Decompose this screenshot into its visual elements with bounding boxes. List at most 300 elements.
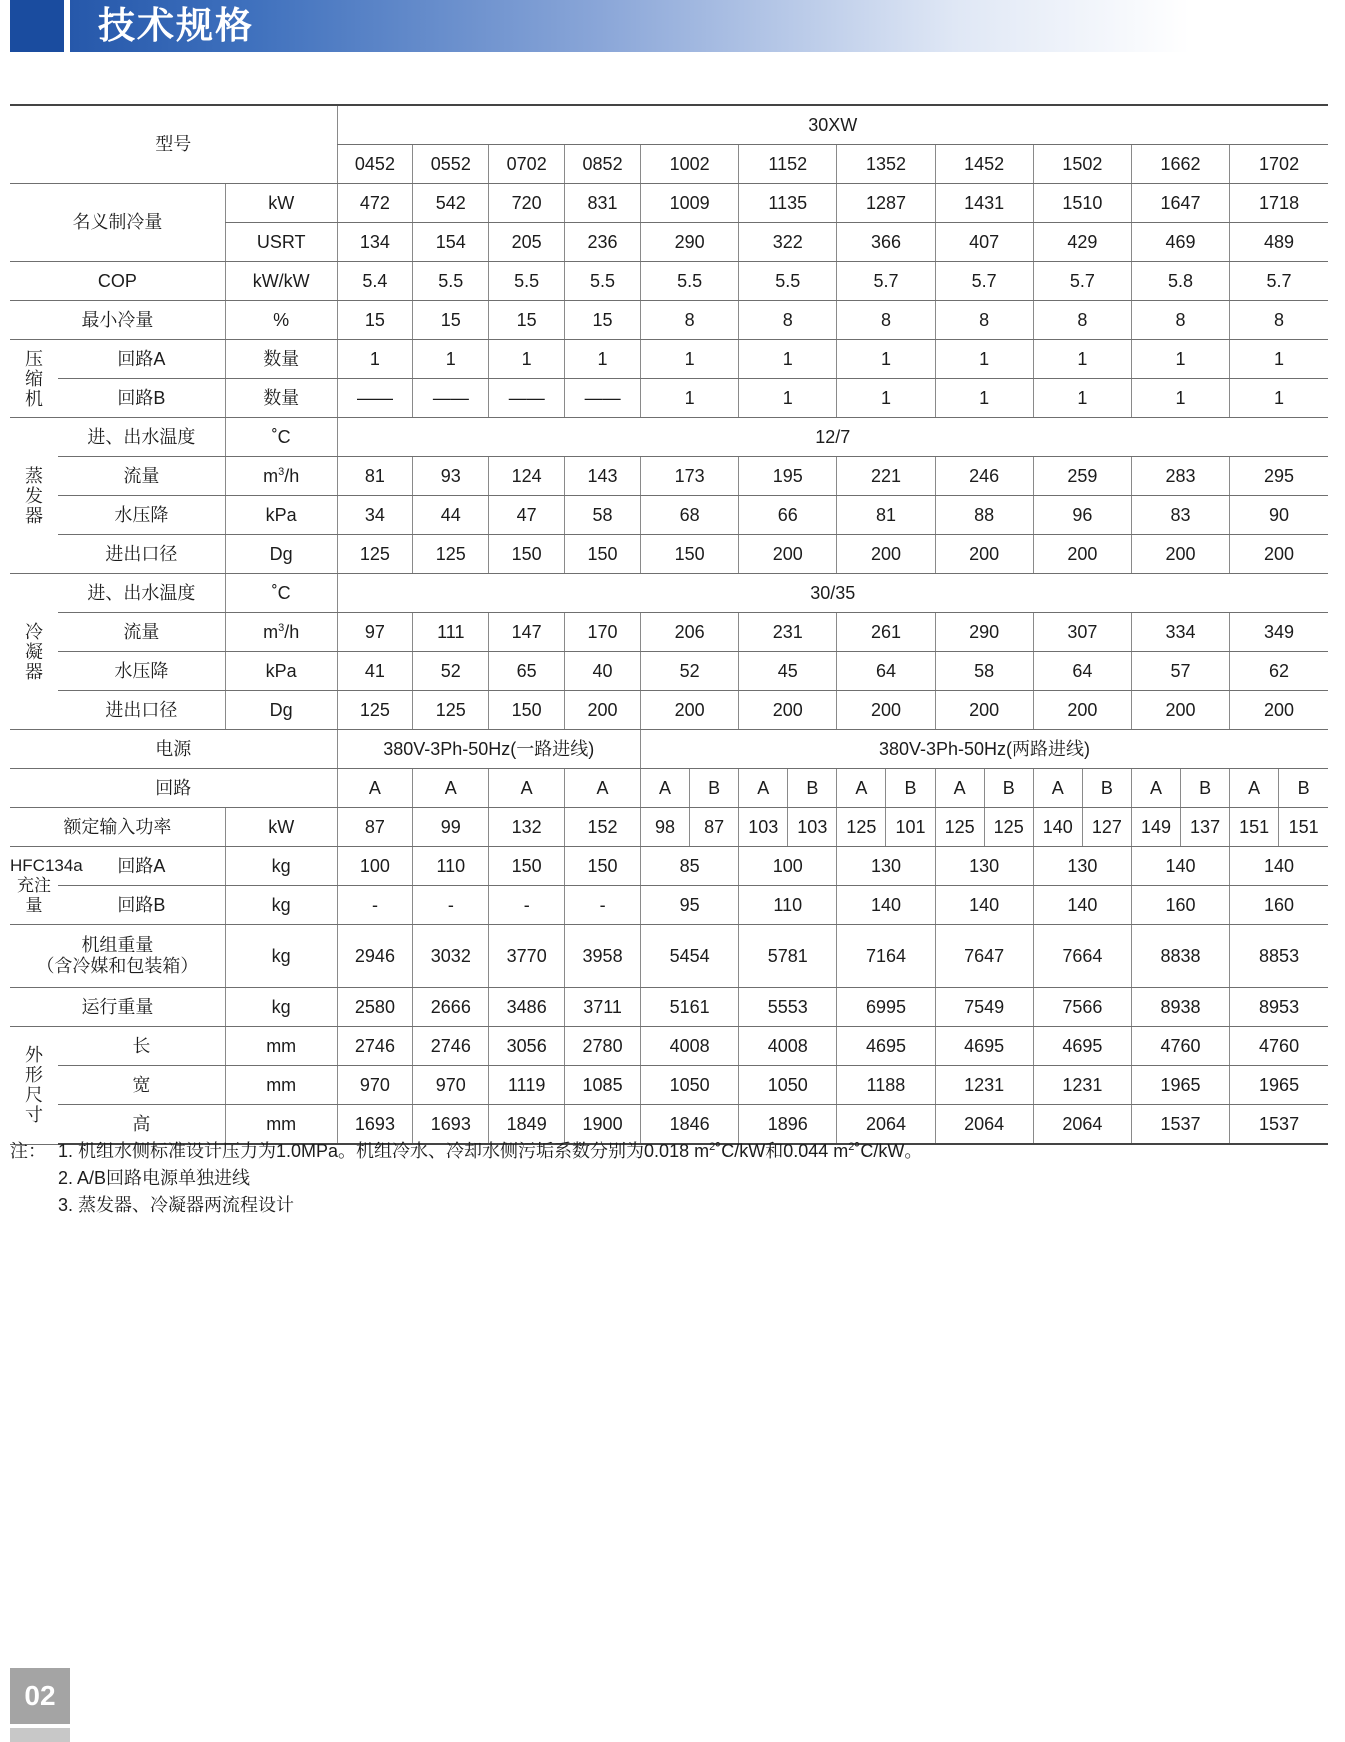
value-cell: 1	[337, 340, 413, 379]
unit-cell: USRT	[225, 223, 337, 262]
note-label	[10, 1165, 58, 1192]
circuit-cell: B	[788, 769, 837, 808]
value-cell: 236	[565, 223, 641, 262]
label-diameter: 进出口径	[58, 535, 225, 574]
label-unit-weight: 机组重量 （含冷媒和包装箱）	[10, 925, 225, 988]
value-cell: 1	[641, 340, 739, 379]
unit-cell: ˚C	[225, 418, 337, 457]
value-cell: 111	[413, 613, 489, 652]
unit-cell: mm	[225, 1066, 337, 1105]
label-dimensions: 外 形 尺 寸	[10, 1027, 58, 1145]
value-cell: 195	[739, 457, 837, 496]
value-cell: 1537	[1131, 1105, 1229, 1145]
value-cell: 1	[565, 340, 641, 379]
value-cell: 2064	[935, 1105, 1033, 1145]
value-cell: 1900	[565, 1105, 641, 1145]
value-cell: 5553	[739, 988, 837, 1027]
value-cell: 200	[935, 535, 1033, 574]
value-cell: 8	[641, 301, 739, 340]
value-cell: 65	[489, 652, 565, 691]
value-cell: ——	[565, 379, 641, 418]
value-span: 380V-3Ph-50Hz(两路进线)	[641, 730, 1329, 769]
table-row-evaporator-pressure-drop	[10, 496, 1328, 535]
value-cell: 1	[1230, 340, 1328, 379]
table-row-charge-a	[10, 847, 1328, 886]
circuit-cell: B	[984, 769, 1033, 808]
circuit-cell: A	[739, 769, 788, 808]
table-row-condenser-diameter	[10, 691, 1328, 730]
table-row-length	[10, 1027, 1328, 1066]
value-cell: 64	[837, 652, 935, 691]
unit-cell: kPa	[225, 652, 337, 691]
value-cell: 45	[739, 652, 837, 691]
value-cell: 1231	[935, 1066, 1033, 1105]
value-cell: 134	[337, 223, 413, 262]
value-cell: 2946	[337, 925, 413, 988]
value-cell: 2666	[413, 988, 489, 1027]
value-cell: 101	[886, 808, 935, 847]
value-cell: 4695	[837, 1027, 935, 1066]
value-cell: 3958	[565, 925, 641, 988]
unit-cell: kg	[225, 925, 337, 988]
unit-cell: kg	[225, 886, 337, 925]
value-cell: 2064	[837, 1105, 935, 1145]
label-circuit-a: 回路A	[58, 340, 225, 379]
value-cell: 140	[1131, 847, 1229, 886]
value-cell: 34	[337, 496, 413, 535]
value-cell: 200	[837, 691, 935, 730]
value-cell: 52	[413, 652, 489, 691]
circuit-cell: A	[1230, 769, 1279, 808]
value-span: 380V-3Ph-50Hz(一路进线)	[337, 730, 641, 769]
unit-cell: kW	[225, 808, 337, 847]
value-cell: 2580	[337, 988, 413, 1027]
value-cell: 5.5	[739, 262, 837, 301]
value-cell: 1510	[1033, 184, 1131, 223]
value-cell: 97	[337, 613, 413, 652]
spec-table	[10, 104, 1328, 1145]
value-cell: 7566	[1033, 988, 1131, 1027]
value-cell: 8	[837, 301, 935, 340]
value-cell: 3056	[489, 1027, 565, 1066]
note-text: 2. A/B回路电源单独进线	[58, 1168, 251, 1188]
unit-cell: 数量	[225, 340, 337, 379]
value-cell: 8953	[1230, 988, 1328, 1027]
note-item	[10, 1138, 922, 1165]
value-cell: 1	[1033, 379, 1131, 418]
value-cell: 1	[935, 340, 1033, 379]
circuit-cell: A	[935, 769, 984, 808]
value-cell: 542	[413, 184, 489, 223]
value-cell: 3032	[413, 925, 489, 988]
value-cell: 1	[739, 379, 837, 418]
value-cell: 1188	[837, 1066, 935, 1105]
value-cell: 8	[935, 301, 1033, 340]
value-cell: 110	[413, 847, 489, 886]
value-cell: 1846	[641, 1105, 739, 1145]
value-cell: 147	[489, 613, 565, 652]
value-cell: 125	[984, 808, 1033, 847]
value-cell: 85	[641, 847, 739, 886]
value-cell: 52	[641, 652, 739, 691]
label-diameter: 进出口径	[58, 691, 225, 730]
value-cell: -	[413, 886, 489, 925]
value-cell: 143	[565, 457, 641, 496]
value-cell: 206	[641, 613, 739, 652]
table-row-evaporator-temp	[10, 418, 1328, 457]
value-cell: 5.5	[413, 262, 489, 301]
value-cell: 349	[1230, 613, 1328, 652]
value-cell: 1693	[337, 1105, 413, 1145]
label-pressure-drop: 水压降	[58, 496, 225, 535]
value-cell: 261	[837, 613, 935, 652]
value-cell: 95	[641, 886, 739, 925]
value-cell: 130	[935, 847, 1033, 886]
table-row-cop	[10, 262, 1328, 301]
value-cell: 1231	[1033, 1066, 1131, 1105]
table-row-unit-weight	[10, 925, 1328, 988]
model-cell: 1702	[1230, 145, 1328, 184]
label-height: 高	[58, 1105, 225, 1145]
value-cell: 140	[1033, 886, 1131, 925]
value-cell: 5.5	[641, 262, 739, 301]
label-length: 长	[58, 1027, 225, 1066]
value-cell: 200	[1230, 691, 1328, 730]
value-cell: 15	[565, 301, 641, 340]
table-row-operating-weight	[10, 988, 1328, 1027]
table-row-compressor-b	[10, 379, 1328, 418]
value-cell: 1009	[641, 184, 739, 223]
value-cell: 150	[489, 535, 565, 574]
value-cell: 140	[837, 886, 935, 925]
circuit-cell: B	[690, 769, 739, 808]
value-cell: 81	[337, 457, 413, 496]
label-condenser: 冷 凝 器	[10, 574, 58, 730]
value-cell: 200	[641, 691, 739, 730]
value-cell: 150	[565, 847, 641, 886]
value-cell: 44	[413, 496, 489, 535]
label-compressor: 压 缩 机	[10, 340, 58, 418]
value-cell: 1431	[935, 184, 1033, 223]
value-cell: 83	[1131, 496, 1229, 535]
value-cell: 64	[1033, 652, 1131, 691]
value-cell: 200	[739, 535, 837, 574]
value-cell: 259	[1033, 457, 1131, 496]
value-cell: ——	[413, 379, 489, 418]
value-cell: 1849	[489, 1105, 565, 1145]
value-cell: -	[489, 886, 565, 925]
value-cell: 1287	[837, 184, 935, 223]
value-cell: 1	[489, 340, 565, 379]
value-cell: 1718	[1230, 184, 1328, 223]
value-cell: 307	[1033, 613, 1131, 652]
value-cell: 100	[739, 847, 837, 886]
value-cell: 407	[935, 223, 1033, 262]
value-cell: 15	[489, 301, 565, 340]
value-span: 30/35	[337, 574, 1328, 613]
unit-cell: kPa	[225, 496, 337, 535]
value-cell: 2746	[413, 1027, 489, 1066]
value-cell: 2746	[337, 1027, 413, 1066]
value-cell: 1647	[1131, 184, 1229, 223]
label-circuit-b: 回路B	[58, 886, 225, 925]
model-cell: 0552	[413, 145, 489, 184]
value-cell: 1	[413, 340, 489, 379]
value-cell: 8838	[1131, 925, 1229, 988]
value-cell: 140	[1230, 847, 1328, 886]
unit-cell: kW	[225, 184, 337, 223]
value-cell: 1135	[739, 184, 837, 223]
value-cell: 68	[641, 496, 739, 535]
value-cell: 160	[1131, 886, 1229, 925]
value-cell: 231	[739, 613, 837, 652]
value-cell: 8	[739, 301, 837, 340]
label-cop: COP	[10, 262, 225, 301]
circuit-cell: A	[1033, 769, 1082, 808]
value-cell: 1	[935, 379, 1033, 418]
value-cell: 1	[1230, 379, 1328, 418]
value-cell: 283	[1131, 457, 1229, 496]
table-row-series	[10, 105, 1328, 145]
table-row-min-capacity	[10, 301, 1328, 340]
unit-cell: kg	[225, 988, 337, 1027]
note-item	[10, 1192, 922, 1219]
value-cell: 103	[788, 808, 837, 847]
value-cell: 1	[837, 340, 935, 379]
value-cell: 130	[837, 847, 935, 886]
value-cell: 15	[337, 301, 413, 340]
label-flow: 流量	[58, 457, 225, 496]
value-cell: 1	[1033, 340, 1131, 379]
value-cell: 200	[837, 535, 935, 574]
value-cell: 127	[1082, 808, 1131, 847]
value-cell: 1050	[641, 1066, 739, 1105]
value-cell: 200	[1033, 691, 1131, 730]
value-cell: 93	[413, 457, 489, 496]
value-cell: 5.8	[1131, 262, 1229, 301]
value-cell: 5.7	[935, 262, 1033, 301]
value-cell: 98	[641, 808, 690, 847]
value-cell: 5.4	[337, 262, 413, 301]
value-cell: 137	[1181, 808, 1230, 847]
value-cell: 4695	[935, 1027, 1033, 1066]
value-cell: 1085	[565, 1066, 641, 1105]
value-cell: 221	[837, 457, 935, 496]
label-charge: HFC134a 充注量	[10, 847, 58, 925]
value-cell: 3770	[489, 925, 565, 988]
value-cell: 200	[739, 691, 837, 730]
value-cell: 3486	[489, 988, 565, 1027]
circuit-cell: A	[641, 769, 690, 808]
value-cell: 5781	[739, 925, 837, 988]
model-cell: 1002	[641, 145, 739, 184]
value-cell: 290	[641, 223, 739, 262]
value-cell: 66	[739, 496, 837, 535]
unit-cell: $m^3/h$	[225, 457, 337, 496]
unit-cell: Dg	[225, 535, 337, 574]
value-cell: 2780	[565, 1027, 641, 1066]
value-cell: 8	[1230, 301, 1328, 340]
value-cell: 1965	[1230, 1066, 1328, 1105]
value-cell: 7664	[1033, 925, 1131, 988]
value-cell: 8938	[1131, 988, 1229, 1027]
note-text: 3. 蒸发器、冷凝器两流程设计	[58, 1195, 295, 1215]
value-cell: ——	[489, 379, 565, 418]
model-cell: 1662	[1131, 145, 1229, 184]
value-cell: 1965	[1131, 1066, 1229, 1105]
unit-cell: mm	[225, 1105, 337, 1145]
value-cell: 62	[1230, 652, 1328, 691]
value-cell: 40	[565, 652, 641, 691]
value-cell: 200	[935, 691, 1033, 730]
unit-cell: kW/kW	[225, 262, 337, 301]
value-cell: 5.7	[1230, 262, 1328, 301]
label-circuit-a: 回路A	[58, 847, 225, 886]
table-row-power	[10, 730, 1328, 769]
value-cell: 1	[1131, 340, 1229, 379]
value-cell: 5161	[641, 988, 739, 1027]
label-flow: 流量	[58, 613, 225, 652]
value-cell: 1050	[739, 1066, 837, 1105]
circuit-cell: A	[337, 769, 413, 808]
value-cell: -	[337, 886, 413, 925]
unit-cell: %	[225, 301, 337, 340]
model-cell: 1352	[837, 145, 935, 184]
value-cell: 5.5	[565, 262, 641, 301]
unit-cell: mm	[225, 1027, 337, 1066]
circuit-cell: B	[1082, 769, 1131, 808]
value-cell: 4760	[1230, 1027, 1328, 1066]
value-cell: 150	[565, 535, 641, 574]
circuit-cell: A	[413, 769, 489, 808]
unit-cell: 数量	[225, 379, 337, 418]
value-cell: 1	[641, 379, 739, 418]
label-power: 电源	[10, 730, 337, 769]
value-cell: 125	[413, 691, 489, 730]
value-cell: 125	[935, 808, 984, 847]
value-cell: 81	[837, 496, 935, 535]
value-cell: 290	[935, 613, 1033, 652]
footnotes	[10, 1138, 922, 1219]
label-input-power: 额定输入功率	[10, 808, 225, 847]
series-name: 30XW	[337, 105, 1328, 145]
value-cell: 130	[1033, 847, 1131, 886]
header-tab-block	[10, 0, 70, 52]
value-cell: 4008	[641, 1027, 739, 1066]
table-row-condenser-temp	[10, 574, 1328, 613]
value-cell: 720	[489, 184, 565, 223]
note-item	[10, 1165, 922, 1192]
header-banner	[10, 0, 1190, 52]
table-row-compressor-a	[10, 340, 1328, 379]
circuit-cell: A	[489, 769, 565, 808]
value-cell: 295	[1230, 457, 1328, 496]
value-cell: 1693	[413, 1105, 489, 1145]
circuit-cell: A	[565, 769, 641, 808]
value-cell: 3711	[565, 988, 641, 1027]
value-cell: ——	[337, 379, 413, 418]
value-cell: 88	[935, 496, 1033, 535]
value-cell: 8	[1131, 301, 1229, 340]
value-cell: 58	[935, 652, 1033, 691]
table-row-condenser-pressure-drop	[10, 652, 1328, 691]
value-cell: 125	[337, 535, 413, 574]
value-cell: 125	[837, 808, 886, 847]
value-cell: 200	[1033, 535, 1131, 574]
label-circuit: 回路	[10, 769, 337, 808]
value-cell: 41	[337, 652, 413, 691]
value-cell: 87	[337, 808, 413, 847]
circuit-cell: A	[837, 769, 886, 808]
model-cell: 0852	[565, 145, 641, 184]
value-cell: 429	[1033, 223, 1131, 262]
value-cell: 7549	[935, 988, 1033, 1027]
value-cell: 57	[1131, 652, 1229, 691]
value-cell: 96	[1033, 496, 1131, 535]
label-cooling: 名义制冷量	[10, 184, 225, 262]
value-cell: 1119	[489, 1066, 565, 1105]
value-cell: 1896	[739, 1105, 837, 1145]
value-cell: 5.5	[489, 262, 565, 301]
table-row-charge-b	[10, 886, 1328, 925]
circuit-cell: B	[1279, 769, 1328, 808]
circuit-cell: B	[886, 769, 935, 808]
value-cell: 831	[565, 184, 641, 223]
value-cell: 150	[489, 691, 565, 730]
page-number: 02	[10, 1668, 70, 1724]
value-cell: 149	[1131, 808, 1180, 847]
value-cell: 5454	[641, 925, 739, 988]
value-cell: 322	[739, 223, 837, 262]
label-temp: 进、出水温度	[58, 574, 225, 613]
note-label: 注：	[10, 1141, 46, 1161]
value-cell: 366	[837, 223, 935, 262]
label-evaporator: 蒸 发 器	[10, 418, 58, 574]
value-cell: 489	[1230, 223, 1328, 262]
value-cell: 152	[565, 808, 641, 847]
value-cell: 47	[489, 496, 565, 535]
value-cell: 150	[489, 847, 565, 886]
value-cell: 1	[1131, 379, 1229, 418]
value-cell: 472	[337, 184, 413, 223]
value-cell: 2064	[1033, 1105, 1131, 1145]
table-row-evaporator-flow	[10, 457, 1328, 496]
label-operating-weight: 运行重量	[10, 988, 225, 1027]
value-cell: 100	[337, 847, 413, 886]
value-cell: 5.7	[1033, 262, 1131, 301]
label-circuit-b: 回路B	[58, 379, 225, 418]
value-cell: 7647	[935, 925, 1033, 988]
value-cell: 4760	[1131, 1027, 1229, 1066]
model-cell: 1452	[935, 145, 1033, 184]
value-cell: 103	[739, 808, 788, 847]
value-cell: 160	[1230, 886, 1328, 925]
value-cell: 6995	[837, 988, 935, 1027]
table-row-evaporator-diameter	[10, 535, 1328, 574]
table-row-cooling-kw	[10, 184, 1328, 223]
value-cell: 15	[413, 301, 489, 340]
value-cell: 200	[565, 691, 641, 730]
value-cell: 87	[690, 808, 739, 847]
model-cell: 0452	[337, 145, 413, 184]
value-span: 12/7	[337, 418, 1328, 457]
label-width: 宽	[58, 1066, 225, 1105]
unit-cell: kg	[225, 847, 337, 886]
value-cell: 151	[1230, 808, 1279, 847]
value-cell: 170	[565, 613, 641, 652]
value-cell: 205	[489, 223, 565, 262]
value-cell: 154	[413, 223, 489, 262]
